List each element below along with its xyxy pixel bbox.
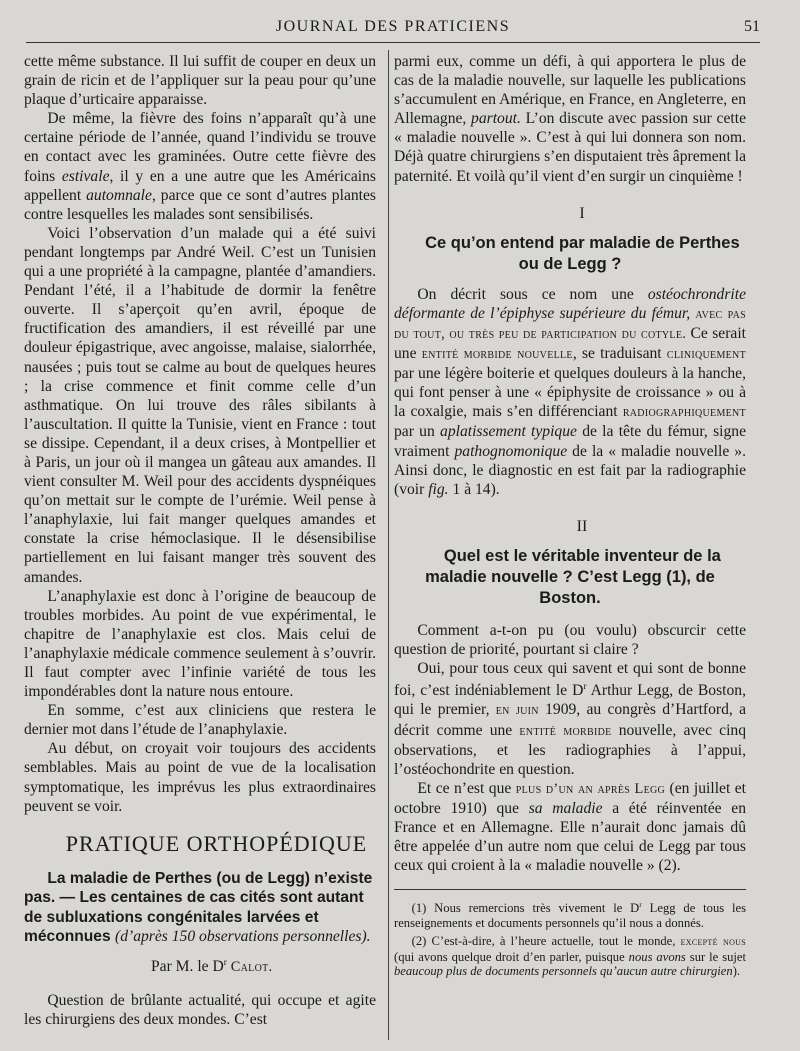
paragraph: Question de brûlante actualité, qui occupe et agite les chirurgiens des deux mondes. C’est <box>24 992 376 1029</box>
paragraph: Comment a-t-on pu (ou voulu) obscurcir cette question de priorité, pourtant si claire ? <box>394 621 746 658</box>
footnote: (2) C’est-à-dire, à l’heure actuelle, tout le monde, excepté nous (qui avons quelque droit d’en parler, puisque nous avons sur le sujet beaucoup plus de documents personnels qu’aucun autre chirurgien). <box>394 934 747 979</box>
column-rule <box>388 50 389 1040</box>
paragraph: L’anaphylaxie est donc à l’origine de beaucoup de troubles morbides. Au point de vue expérimental, le chapitre de l’anaphylaxie est clos. Mais celui de l’anaphylaxie médicale commence seulement à s’ouvrir. Il faut compter avec l’infinie variété de tous les impondérables dont la nature nous entoure. <box>24 587 376 701</box>
paragraph: Oui, pour tous ceux qui savent et qui sont de bonne foi, c’est indéniablement le $D^r$ Arthur Legg, de Boston, qui le premier, en juin 1909, au congrès d’Hartford, a décrit comme une entité morbide nouvelle, avec cinq observations, et les radiographies à l’appui, l’ostéochondrite en question. <box>394 660 747 778</box>
header-rule <box>26 42 760 43</box>
paragraph: De même, la fièvre des foins n’apparaît qu’à une certaine période de l’année, quand l’individu se trouve en contact avec les graminées. Outre cette fièvre des foins estivale, il y en a une autre que les Américains appellent automnale, parce que ce sont d’autres plantes contre lesquelles les malades sont sensibilisés. <box>24 110 376 223</box>
section-heading: Ce qu’on entend par maladie de Perthes ou de Legg ? <box>425 233 740 273</box>
paragraph: Voici l’observation d’un malade qui a été suivi pendant longtemps par André Weil. C’est un Tunisien qui a une propriété à la campagne, plantée d’amandiers. Pendant l’été, il a l’habitude de dormir la fenêtre ouverte. Il s’aperçoit qu’en avril, époque de fructification des amandiers, il est réveillé par une douleur épigastrique, avec angoisse, malaise, sialorrhée, nausées ; puis tout se calme au bout de quelques heures ; la crise commence et finit comme celle d’un asthmatique. On lui trouve des râles sibilants à l’auscultation. Il quitte la Tunisie, vient en France : tout se dissipe. Cependant, il a deux crises, à Montpellier et à Paris, un jour où il mangea un gâteau aux amandes. Il vient consulter M. Weil pour des accidents dyspnéiques qu’on mettait sur le compte de l’urémie. Weil pense à l’anaphylaxie, lui fait manger quelques amandes et constate la crise hémoclasique. Il le désensibilise partiellement en lui faisant manger très souvent des amandes. <box>24 224 376 586</box>
section-heading: Quel est le véritable inventeur de la maladie nouvelle ? C’est Legg (1), de Boston. <box>425 546 721 607</box>
article-title: La maladie de Perthes (ou de Legg) n’existe pas. — Les centaines de cas cités sont autant de subluxations congénitales larvées et méconnues (d’après 150 observations personnelles). <box>24 869 373 946</box>
article-byline: Par M. le $D^r$ Calot. <box>150 957 273 976</box>
section-number: II <box>576 517 588 535</box>
right-column <box>394 52 746 979</box>
footnote: (1) Nous remercions très vivement le $D^r$ Legg de tous les renseignements et documents personnels qu’il nous a donnés. <box>394 900 747 930</box>
paragraph: En somme, c’est aux cliniciens que restera le dernier mot dans l’étude de l’anaphylaxie. <box>24 702 376 739</box>
paragraph: On décrit sous ce nom une ostéochrondrite déformante de l’épiphyse supérieure du fémur, avec pas du tout, ou très peu de participation du cotyle. Ce serait une entité morbide nouvelle, se traduisant cliniquement par une légère boiterie et quelques douleurs à la hanche, qui font penser à une « épiphysite de croissance » ou à la coxalgie, mais s’en différenciant radiographiquement par un aplatissement typique de la tête du fémur, signe vraiment pathognomonique de la « maladie nouvelle ». Ainsi donc, le diagnostic en est fait par la radiographie (voir fig. 1 à 14). <box>394 285 747 498</box>
paragraph: cette même substance. Il lui suffit de couper en deux un grain de ricin et de l’appliquer sur la peau pour qu’une plaque d’urticaire apparaisse. <box>24 53 376 109</box>
section-number: I <box>579 204 585 222</box>
section-rubric: PRATIQUE ORTHOPÉDIQUE <box>65 830 368 856</box>
left-column <box>24 52 376 1029</box>
page-number: 51 <box>744 18 760 35</box>
paragraph: Et ce n’est que plus d’un an après Legg (en juillet et octobre 1910) que sa maladie a été réinventée en France et en Allemagne. Elle n’aurait donc jamais dû être appelée d’un autre nom que celui de Legg par tous ceux qui croient à la « maladie nouvelle » (2). <box>394 779 746 875</box>
paragraph: parmi eux, comme un défi, à qui apportera le plus de cas de la maladie nouvelle, sur laquelle les publications s’accumulent en Amérique, en France, en Angleterre, en Allemagne, partout. L’on discute avec passion sur cette « maladie nouvelle ». C’est à qui lui donnera son nom. Déjà quatre chirurgiens s’en disputaient très âprement la paternité. Et voilà qu’il vient d’en surgir un cinquième ! <box>394 53 746 185</box>
paragraph: Au début, on croyait voir toujours des accidents semblables. Mais au point de vue de la localisation symptomatique, les imprévus les plus extraordinaires peuvent se voir. <box>24 740 376 815</box>
journal-title: JOURNAL DES PRATICIENS <box>275 18 511 35</box>
running-header <box>26 18 760 40</box>
